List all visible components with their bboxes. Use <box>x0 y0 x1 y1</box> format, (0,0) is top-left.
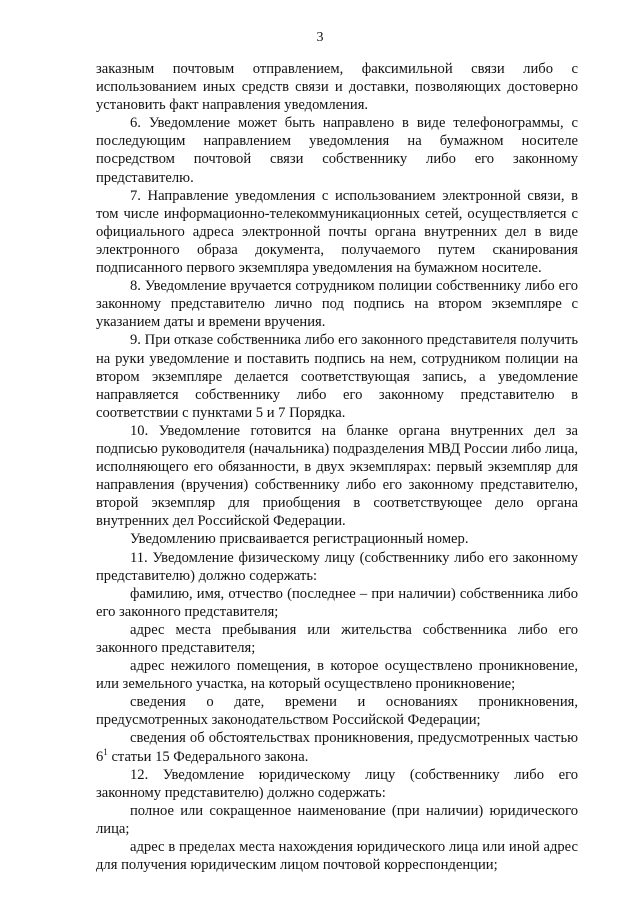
paragraph: адрес в пределах места нахождения юридического лица или иной адрес для получения юридическим лицом почтовой корреспонденции; <box>96 839 578 874</box>
paragraph: 12. Уведомление юридическому лицу (собственнику либо его законному представителю) должно содержать: <box>96 766 578 801</box>
document-body <box>96 60 578 874</box>
paragraph: сведения о дате, времени и основаниях проникновения, предусмотренных законодательством Российской Федерации; <box>96 694 578 729</box>
paragraph: полное или сокращенное наименование (при наличии) юридического лица; <box>96 802 578 837</box>
superscript: 1 <box>103 746 108 757</box>
paragraph: 8. Уведомление вручается сотрудником полиции собственнику либо его законному представителю лично под подпись на втором экземпляре с указанием даты и времени вручения. <box>96 278 578 331</box>
paragraph: 7. Направление уведомления с использованием электронной связи, в том числе информационно-телекоммуникационных сетей, осуществляется с официального адреса электронной почты органа внутренних дел в виде электронного образа документа, получаемого путем сканирования подписанного первого экземпляра уведомления на бумажном носителе. <box>96 187 578 277</box>
paragraph: 10. Уведомление готовится на бланке органа внутренних дел за подписью руководителя (начальника) подразделения МВД России либо лица, исполняющего его обязанности, в двух экземплярах: первый экземпляр для направления (вручения) собственнику либо его законному представителю, второй экземпляр для приобщения в соответствующее дело органа внутренних дел Российской Федерации. <box>96 422 578 530</box>
paragraph: заказным почтовым отправлением, факсимильной связи либо с использованием иных средств связи и доставки, позволяющих достоверно установить факт направления уведомления. <box>96 61 578 114</box>
paragraph: 11. Уведомление физическому лицу (собственнику либо его законному представителю) должно содержать: <box>96 549 578 584</box>
paragraph: адрес места пребывания или жительства собственника либо его законного представителя; <box>96 621 578 656</box>
paragraph: фамилию, имя, отчество (последнее – при наличии) собственника либо его законного представителя; <box>96 585 578 620</box>
paragraph: Уведомлению присваивается регистрационный номер. <box>130 531 469 548</box>
paragraph: адрес нежилого помещения, в которое осуществлено проникновение, или земельного участка, на который осуществлено проникновение; <box>96 658 578 693</box>
paragraph: сведения об обстоятельствах проникновения, предусмотренных частью $6^1$ статьи 15 Федерального закона. <box>96 730 578 765</box>
page-number: 3 <box>316 30 324 45</box>
paragraph: 9. При отказе собственника либо его законного представителя получить на руки уведомление и поставить подпись на нем, сотрудником полиции на втором экземпляре делается соответствующая запись, а уведомление направляется собственнику либо его законному представителю в соответствии с пунктами 5 и 7 Порядка. <box>96 332 578 421</box>
paragraph: 6. Уведомление может быть направлено в виде телефонограммы, с последующим направлением уведомления на бумажном носителе посредством почтовой связи собственнику либо его законному представителю. <box>96 115 578 186</box>
